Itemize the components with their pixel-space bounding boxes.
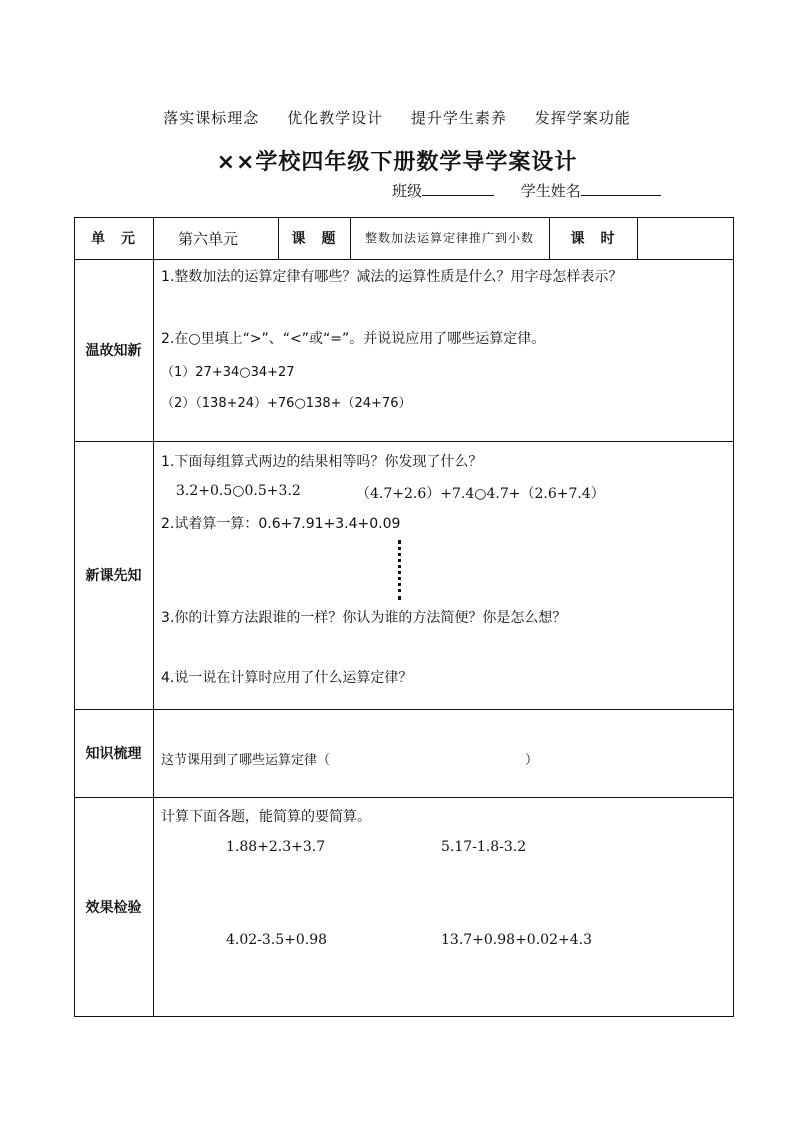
row-divider-4 bbox=[74, 797, 734, 798]
row-divider-3 bbox=[74, 709, 734, 710]
new-q2: 2.试着算一算：0.6+7.91+3.4+0.09 bbox=[161, 516, 401, 532]
check-problem-3: 4.02-3.5+0.98 bbox=[226, 932, 328, 948]
check-problem-4: 13.7+0.98+0.02+4.3 bbox=[441, 932, 592, 948]
check-problem-2: 5.17-1.8-3.2 bbox=[441, 839, 527, 855]
period-value[interactable] bbox=[637, 217, 734, 259]
unit-value: 第六单元 bbox=[177, 229, 238, 248]
class-blank[interactable] bbox=[422, 181, 494, 196]
col-divider-label bbox=[153, 217, 154, 1017]
section-label-new: 新课先知 bbox=[85, 568, 142, 584]
topic-label: 课 题 bbox=[291, 231, 337, 247]
period-label: 课 时 bbox=[570, 231, 616, 247]
slogan-2: 优化教学设计 bbox=[287, 109, 384, 127]
row-divider-1 bbox=[74, 259, 734, 260]
slogan-3: 提升学生素养 bbox=[410, 109, 507, 127]
new-q4: 4.说一说在计算时应用了什么运算定律？ bbox=[161, 670, 413, 686]
topic-cell bbox=[350, 217, 549, 259]
review-q2-b: （2）（138+24）+76○138+（24+76） bbox=[161, 396, 412, 411]
section-label-check: 效果检验 bbox=[85, 900, 142, 916]
name-label: 学生姓名 bbox=[520, 182, 581, 200]
slogan-1: 落实课标理念 bbox=[163, 109, 260, 127]
new-q1: 1.下面每组算式两边的结果相等吗？你发现了什么？ bbox=[161, 454, 483, 470]
section-label-review: 温故知新 bbox=[85, 343, 142, 359]
review-q2-a: （1）27+34○34+27 bbox=[161, 365, 295, 380]
new-q1-a: 3.2+0.5○0.5+3.2 bbox=[176, 483, 301, 499]
slogan-4: 发挥学案功能 bbox=[534, 109, 631, 127]
topic-value: 整数加法运算定律推广到小数 bbox=[364, 231, 534, 245]
review-q1: 1.整数加法的运算定律有哪些？减法的运算性质是什么？用字母怎样表示？ bbox=[161, 269, 623, 285]
slogan-line bbox=[0, 107, 794, 128]
name-blank[interactable] bbox=[581, 181, 661, 196]
work-space-dots bbox=[398, 540, 401, 600]
student-info-line bbox=[392, 180, 661, 201]
new-q3: 3.你的计算方法跟谁的一样？你认为谁的方法简便？你是怎么想？ bbox=[161, 610, 567, 626]
check-instruction: 计算下面各题，能简算的要简算。 bbox=[161, 809, 371, 825]
row-divider-2 bbox=[74, 441, 734, 442]
check-problem-1: 1.88+2.3+3.7 bbox=[226, 839, 326, 855]
unit-label: 单 元 bbox=[91, 231, 136, 247]
page-title: ××学校四年级下册数学导学案设计 bbox=[216, 150, 578, 175]
section-label-summary: 知识梳理 bbox=[85, 746, 142, 762]
new-q1-b: （4.7+2.6）+7.4○4.7+（2.6+7.4） bbox=[356, 486, 605, 502]
summary-prompt: 这节课用到了哪些运算定律（ ） bbox=[161, 753, 539, 768]
review-q2: 2.在○里填上“>”、“<”或“=”。并说说应用了哪些运算定律。 bbox=[161, 331, 546, 347]
class-label: 班级 bbox=[392, 182, 423, 200]
